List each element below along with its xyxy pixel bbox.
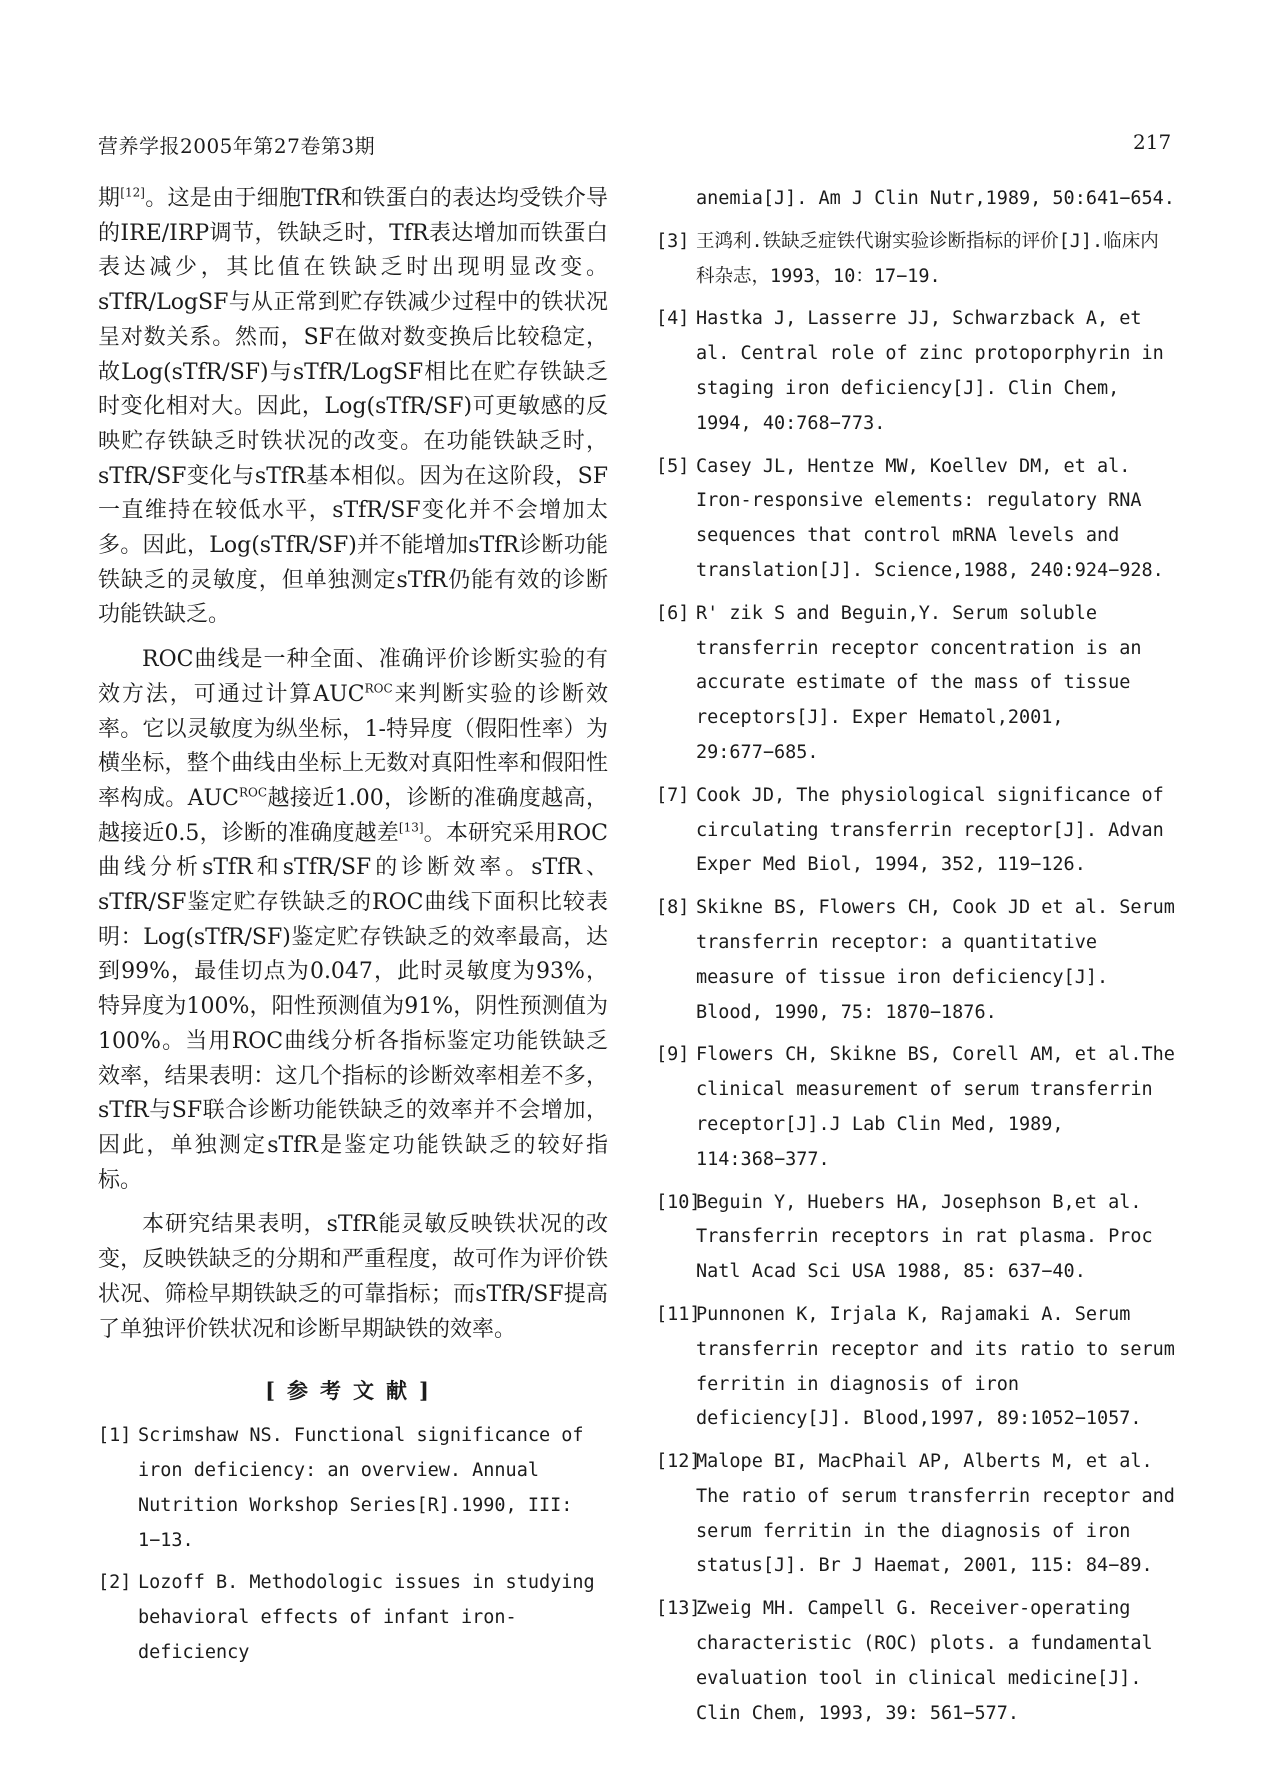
reference-text: Flowers CH, Skikne BS, Corell AM, et al.The clinical measurement of serum transferrin receptor[J].J Lab Clin Med, 1989, 114:368−377. bbox=[696, 1044, 1175, 1170]
reference-item bbox=[98, 1419, 608, 1558]
reference-text: Casey JL, Hentze MW, Koellev DM, et al. Iron-responsive elements: regulatory RNA sequences that control mRNA levels and translation[J]. Science,1988, 240:924−928. bbox=[696, 455, 1164, 581]
reference-item bbox=[656, 1038, 1176, 1177]
left-column bbox=[98, 182, 608, 1679]
reference-text: 王鸿利.铁缺乏症铁代谢实验诊断指标的评价[J].临床内科杂志，1993，10：17−19. bbox=[696, 230, 1159, 287]
reference-item bbox=[656, 1298, 1176, 1437]
reference-item bbox=[98, 1566, 608, 1670]
page-number: 217 bbox=[1133, 130, 1172, 154]
right-column bbox=[656, 182, 1176, 1739]
reference-text: Zweig MH. Campell G. Receiver-operating characteristic (ROC) plots. a fundamental evaluation tool in clinical medicine[J]. Clin Chem, 1993, 39: 561−577. bbox=[696, 1598, 1153, 1724]
reference-text: Skikne BS, Flowers CH, Cook JD et al. Serum transferrin receptor: a quantitative measure of tissue iron deficiency[J]. Blood, 1990, 75: 1870−1876. bbox=[696, 897, 1175, 1023]
reference-text: R' zik S and Beguin,Y. Serum soluble transferrin receptor concentration is an accurate estimate of the mass of tissue receptors[J]. Exper Hematol,2001, 29:677−685. bbox=[696, 602, 1142, 763]
para2-part3: 越接近1.00，诊断的准确度越高，越接近0.5，诊断的准确度越差 bbox=[98, 785, 608, 846]
reference-text: Hastka J, Lasserre JJ, Schwarzback A, et al. Central role of zinc protoporphyrin in staging iron deficiency[J]. Clin Chem, 1994, 40:768−773. bbox=[696, 308, 1164, 434]
citation-12: [12] bbox=[120, 185, 145, 200]
reference-number: [8] bbox=[656, 897, 690, 919]
reference-item bbox=[656, 450, 1176, 589]
auc-roc-superscript: ROC bbox=[364, 681, 393, 696]
reference-number: [13] bbox=[656, 1598, 701, 1620]
reference-item bbox=[656, 779, 1176, 883]
reference-number: [1] bbox=[98, 1425, 132, 1447]
reference-number: [4] bbox=[656, 308, 690, 330]
reference-item bbox=[656, 1592, 1176, 1731]
para2-part2: 来判断实验的诊断效率。它以灵敏度为纵坐标，1-特异度（假阳性率）为横坐标，整个曲线由坐标上无数对真阳性率和假阳性率构成。AUC bbox=[98, 681, 608, 811]
reference-number: [10] bbox=[656, 1191, 701, 1213]
reference-number: [6] bbox=[656, 602, 690, 624]
reference-continuation: anemia[J]. Am J Clin Nutr,1989, 50:641−654. bbox=[696, 188, 1175, 209]
para2-part1: ROC曲线是一种全面、准确评价诊断实验的有效方法，可通过计算AUC bbox=[98, 647, 608, 707]
reference-text: Punnonen K, Irjala K, Rajamaki A. Serum transferrin receptor and its ratio to serum ferritin in diagnosis of iron deficiency[J]. Blood,1997, 89:1052−1057. bbox=[696, 1303, 1175, 1430]
body-paragraph-3: 本研究结果表明，sTfR能灵敏反映铁状况的改变，反映铁缺乏的分期和严重程度，故可作为评价铁状况、筛检早期铁缺乏的可靠指标；而sTfR/SF提高了单独评价铁状况和诊断早期缺铁的效率。 bbox=[98, 1212, 608, 1342]
reference-item bbox=[656, 225, 1176, 295]
reference-item bbox=[656, 1186, 1176, 1290]
references-heading: [参考文献] bbox=[265, 1378, 441, 1404]
reference-item bbox=[656, 891, 1176, 1030]
reference-number: [11] bbox=[656, 1303, 701, 1325]
auc-roc-superscript: ROC bbox=[238, 785, 268, 800]
reference-text: Lozoff B. Methodologic issues in studying behavioral effects of infant iron-deficiency bbox=[138, 1572, 595, 1663]
reference-item bbox=[656, 597, 1176, 771]
para1-text: 。这是由于细胞TfR和铁蛋白的表达均受铁介导的IRE/IRP调节，铁缺乏时，TfR表达增加而铁蛋白表达减少，其比值在铁缺乏时出现明显改变。sTfR/LogSF与从正常到贮存铁减少过程中的铁状况呈对数关系。然而，SF在做对数变换后比较稳定，故Log(sTfR/SF)与sTfR/LogSF相比在贮存铁缺乏时变化相对大。因此，Log(sTfR/SF)可更敏感的反映贮存铁缺乏时铁状况的改变。在功能铁缺乏时，sTfR/SF变化与sTfR基本相似。因为在这阶段，SF一直维持在较低水平，sTfR/SF变化并不会增加太多。因此，Log(sTfR/SF)并不能增加sTfR诊断功能铁缺乏的灵敏度，但单独测定sTfR仍能有效的诊断功能铁缺乏。 bbox=[98, 186, 608, 628]
running-header: 营养学报2005年第27卷第3期 bbox=[98, 134, 376, 158]
reference-item bbox=[656, 302, 1176, 441]
reference-number: [5] bbox=[656, 455, 690, 477]
reference-number: [3] bbox=[656, 230, 690, 252]
reference-text: Scrimshaw NS. Functional significance of iron deficiency: an overview. Annual Nutrition Workshop Series[R].1990, III: 1−13. bbox=[138, 1425, 584, 1551]
body-paragraph-2 bbox=[98, 643, 608, 1198]
reference-number: [7] bbox=[656, 784, 690, 806]
citation-13: [13] bbox=[398, 820, 424, 835]
reference-text: Malope BI, MacPhail AP, Alberts M, et al. The ratio of serum transferrin receptor and serum ferritin in the diagnosis of iron status[J]. Br J Haemat, 2001, 115: 84−89. bbox=[696, 1451, 1175, 1577]
body-paragraph-1 bbox=[98, 182, 608, 633]
reference-number: [12] bbox=[656, 1451, 701, 1473]
reference-number: [2] bbox=[98, 1572, 132, 1594]
reference-text: Beguin Y, Huebers HA, Josephson B,et al. Transferrin receptors in rat plasma. Proc Natl Acad Sci USA 1988, 85: 637−40. bbox=[696, 1191, 1153, 1283]
para1-lead: 期 bbox=[98, 186, 121, 211]
para2-part4: 。本研究采用ROC曲线分析sTfR和sTfR/SF的诊断效率。sTfR、sTfR/SF鉴定贮存铁缺乏的ROC曲线下面积比较表明：Log(sTfR/SF)鉴定贮存铁缺乏的效率最高，达到99%，最佳切点为0.047，此时灵敏度为93%，特异度为100%，阳性预测值为91%，阴性预测值为100%。当用ROC曲线分析各指标鉴定功能铁缺乏效率，结果表明：这几个指标的诊断效率相差不多，sTfR与SF联合诊断功能铁缺乏的效率并不会增加，因此，单独测定sTfR是鉴定功能铁缺乏的较好指标。 bbox=[98, 820, 608, 1193]
reference-text: Cook JD, The physiological significance of circulating transferrin receptor[J]. Advan Exper Med Biol, 1994, 352, 119−126. bbox=[696, 784, 1164, 876]
reference-number: [9] bbox=[656, 1044, 690, 1066]
reference-item bbox=[656, 1445, 1176, 1584]
